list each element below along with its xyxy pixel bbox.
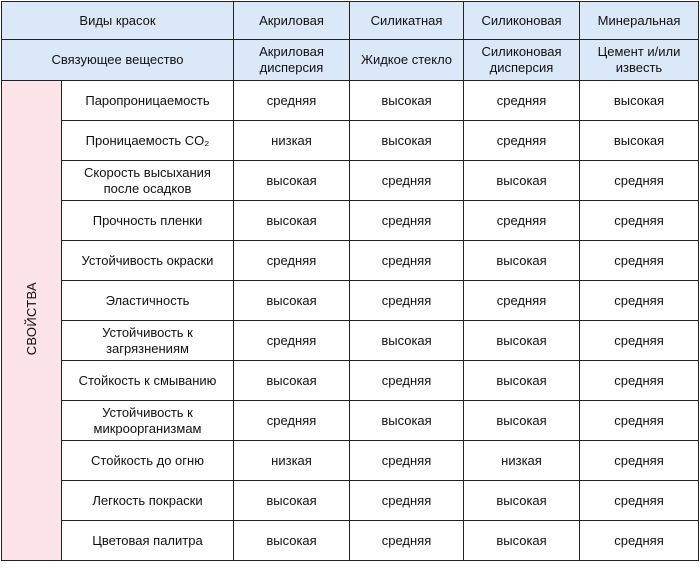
property-name: Стойкость к смыванию bbox=[62, 361, 234, 401]
property-name: Устойчивость окраски bbox=[62, 241, 234, 281]
value-cell-acrylic: низкая bbox=[234, 121, 350, 161]
value-cell-mineral: средняя bbox=[580, 401, 699, 441]
header-row-paint-types bbox=[2, 2, 699, 40]
value-cell-acrylic: средняя bbox=[234, 401, 350, 441]
value-cell-silicate: высокая bbox=[350, 321, 464, 361]
value-cell-acrylic: высокая bbox=[234, 281, 350, 321]
column-header-silicone: Силиконовая bbox=[464, 2, 580, 40]
table-row bbox=[2, 361, 699, 401]
value-cell-mineral: средняя bbox=[580, 481, 699, 521]
value-cell-silicate: средняя bbox=[350, 201, 464, 241]
value-cell-silicate: средняя bbox=[350, 361, 464, 401]
value-cell-acrylic: высокая bbox=[234, 161, 350, 201]
header-row-binder bbox=[2, 40, 699, 81]
value-cell-mineral: средняя bbox=[580, 201, 699, 241]
value-cell-silicone: средняя bbox=[464, 201, 580, 241]
value-cell-silicone: высокая bbox=[464, 161, 580, 201]
value-cell-acrylic: высокая bbox=[234, 521, 350, 561]
paint-types-header: Виды красок bbox=[2, 2, 234, 40]
table-row bbox=[2, 81, 699, 121]
value-cell-silicone: высокая bbox=[464, 321, 580, 361]
value-cell-silicone: низкая bbox=[464, 441, 580, 481]
value-cell-acrylic: средняя bbox=[234, 81, 350, 121]
value-cell-mineral: средняя bbox=[580, 241, 699, 281]
value-cell-acrylic: низкая bbox=[234, 441, 350, 481]
properties-side-header bbox=[2, 81, 62, 561]
value-cell-mineral: высокая bbox=[580, 81, 699, 121]
value-cell-silicate: средняя bbox=[350, 521, 464, 561]
value-cell-silicate: средняя bbox=[350, 481, 464, 521]
table-row bbox=[2, 481, 699, 521]
column-header-acrylic: Акриловая bbox=[234, 2, 350, 40]
table-row bbox=[2, 161, 699, 201]
value-cell-silicate: высокая bbox=[350, 81, 464, 121]
value-cell-acrylic: средняя bbox=[234, 241, 350, 281]
binder-mineral: Цемент и/или известь bbox=[580, 40, 699, 81]
value-cell-silicone: средняя bbox=[464, 121, 580, 161]
binder-header: Связующее вещество bbox=[2, 40, 234, 81]
value-cell-mineral: средняя bbox=[580, 521, 699, 561]
value-cell-mineral: средняя bbox=[580, 361, 699, 401]
value-cell-acrylic: высокая bbox=[234, 361, 350, 401]
binder-acrylic: Акриловая дисперсия bbox=[234, 40, 350, 81]
property-name: Скорость высыхания после осадков bbox=[62, 161, 234, 201]
table-row bbox=[2, 441, 699, 481]
table-row bbox=[2, 201, 699, 241]
value-cell-silicate: средняя bbox=[350, 441, 464, 481]
property-name: Стойкость до огню bbox=[62, 441, 234, 481]
property-name: Эластичность bbox=[62, 281, 234, 321]
property-name: Легкость покраски bbox=[62, 481, 234, 521]
value-cell-silicone: средняя bbox=[464, 81, 580, 121]
value-cell-mineral: средняя bbox=[580, 161, 699, 201]
property-name: Цветовая палитра bbox=[62, 521, 234, 561]
properties-side-label: СВОЙСТВА bbox=[23, 281, 39, 356]
table-row bbox=[2, 281, 699, 321]
value-cell-acrylic: средняя bbox=[234, 321, 350, 361]
value-cell-acrylic: высокая bbox=[234, 481, 350, 521]
value-cell-silicone: высокая bbox=[464, 241, 580, 281]
paint-comparison-table bbox=[1, 1, 699, 561]
value-cell-silicone: высокая bbox=[464, 401, 580, 441]
table-row bbox=[2, 401, 699, 441]
value-cell-silicone: высокая bbox=[464, 481, 580, 521]
value-cell-silicone: высокая bbox=[464, 521, 580, 561]
value-cell-silicate: средняя bbox=[350, 281, 464, 321]
property-name: Проницаемость CO₂ bbox=[62, 121, 234, 161]
property-name: Прочность пленки bbox=[62, 201, 234, 241]
binder-silicate: Жидкое стекло bbox=[350, 40, 464, 81]
table-row bbox=[2, 241, 699, 281]
table-row bbox=[2, 121, 699, 161]
value-cell-acrylic: высокая bbox=[234, 201, 350, 241]
value-cell-silicate: средняя bbox=[350, 241, 464, 281]
table-row bbox=[2, 321, 699, 361]
value-cell-silicate: средняя bbox=[350, 161, 464, 201]
property-name: Устойчивость к микроорганизмам bbox=[62, 401, 234, 441]
column-header-mineral: Минеральная bbox=[580, 2, 699, 40]
value-cell-mineral: средняя bbox=[580, 281, 699, 321]
column-header-silicate: Силикатная bbox=[350, 2, 464, 40]
binder-silicone: Силиконовая дисперсия bbox=[464, 40, 580, 81]
value-cell-mineral: высокая bbox=[580, 121, 699, 161]
property-name: Паропроницаемость bbox=[62, 81, 234, 121]
value-cell-silicate: высокая bbox=[350, 401, 464, 441]
value-cell-silicone: высокая bbox=[464, 361, 580, 401]
value-cell-mineral: средняя bbox=[580, 441, 699, 481]
value-cell-silicone: средняя bbox=[464, 281, 580, 321]
property-name: Устойчивость к загрязнениям bbox=[62, 321, 234, 361]
table-row bbox=[2, 521, 699, 561]
value-cell-mineral: средняя bbox=[580, 321, 699, 361]
value-cell-silicate: высокая bbox=[350, 121, 464, 161]
